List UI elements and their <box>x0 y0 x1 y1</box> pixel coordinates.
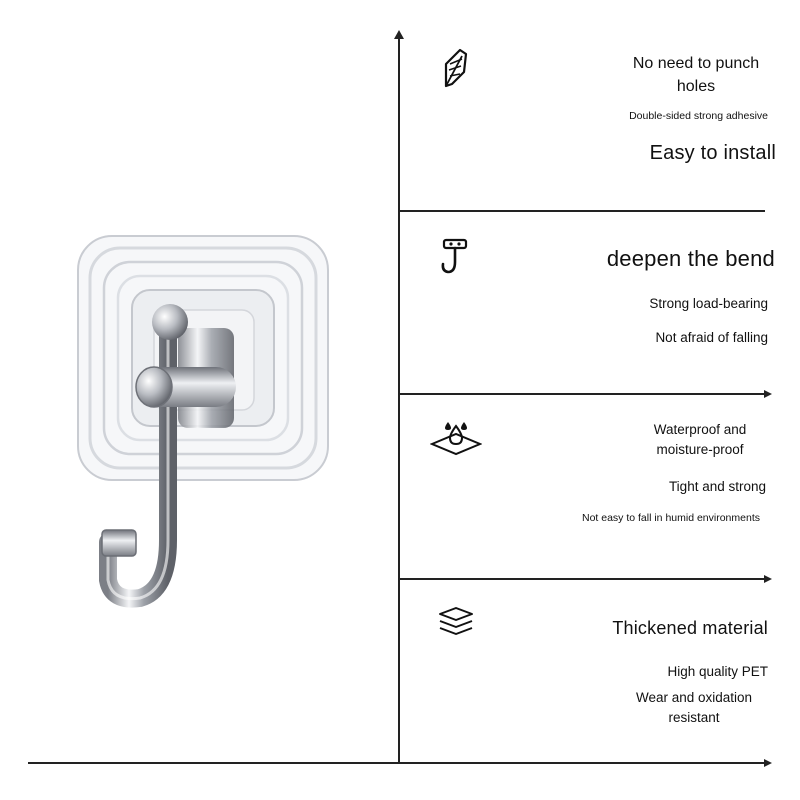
feature-title: No need to punch <box>632 55 760 72</box>
vertical-axis-line <box>398 38 400 763</box>
feature-line: Strong load-bearing <box>649 296 768 311</box>
feature-title: Thickened material <box>612 618 768 638</box>
divider-line <box>398 578 764 580</box>
feature-title: holes <box>676 78 716 95</box>
feature-note: Not easy to fall in humid environments <box>581 512 760 524</box>
feature-subtitle: Easy to install <box>649 142 776 164</box>
vertical-axis-arrow <box>394 30 404 39</box>
feather-icon <box>434 46 478 90</box>
hook-icon <box>434 236 478 280</box>
baseline-arrow <box>764 759 772 767</box>
divider-arrow <box>764 575 772 583</box>
feature-line: Tight and strong <box>668 479 766 494</box>
adhesive-hook-image <box>70 230 340 630</box>
feature-note: Double-sided strong adhesive <box>629 110 768 122</box>
water-drop-icon <box>430 418 482 462</box>
baseline-line <box>28 762 764 764</box>
feature-title: Waterproof and <box>653 422 747 437</box>
feature-title: moisture-proof <box>656 442 744 457</box>
feature-line: High quality PET <box>667 664 768 679</box>
feature-line: Wear and oxidation <box>635 690 753 705</box>
feature-line: Not afraid of falling <box>655 330 768 345</box>
divider-line <box>398 210 765 212</box>
feature-title: deepen the bend <box>606 246 775 271</box>
layers-icon <box>436 604 480 648</box>
divider-arrow <box>764 390 772 398</box>
feature-line: resistant <box>668 710 720 725</box>
divider-line <box>398 393 764 395</box>
